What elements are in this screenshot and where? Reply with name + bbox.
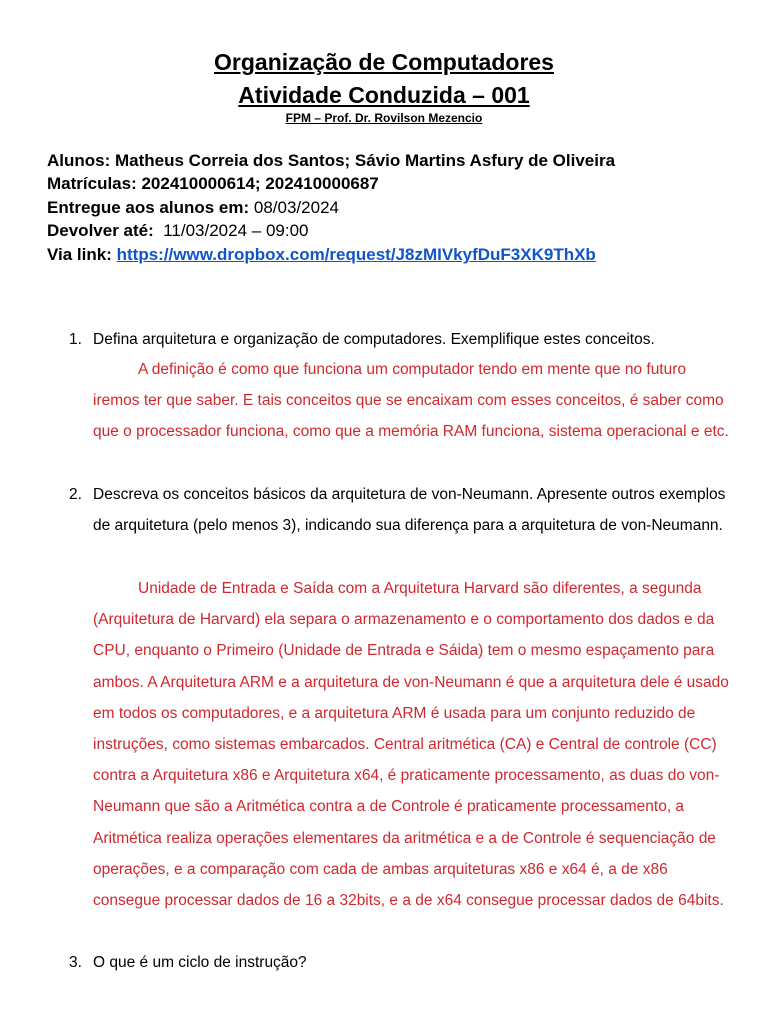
- registrations-text: Matrículas: 202410000614; 202410000687: [47, 174, 379, 193]
- question-1-number: 1.: [69, 331, 82, 348]
- link-label: Via link:: [47, 245, 117, 264]
- delivered-line: [47, 196, 747, 219]
- due-line: [47, 219, 747, 242]
- delivered-date: 08/03/2024: [249, 198, 339, 217]
- course-professor: FPM – Prof. Dr. Rovilson Mezencio: [285, 111, 483, 125]
- due-label: Devolver até:: [47, 221, 154, 240]
- document-subtitle-activity: Atividade Conduzida – 001: [238, 82, 530, 108]
- delivered-label: Entregue aos alunos em:: [47, 198, 250, 217]
- registrations-line: [47, 172, 747, 195]
- answer-1-text: A definição é como que funciona um computador tendo em mente que no futuro iremos ter que saber. E tais conceitos que se encaixam com esses conceitos, é saber como que o processador funciona, como que a memória RAM funciona, sistema operacional e etc.: [93, 361, 729, 441]
- link-line: [47, 243, 747, 266]
- due-date: 11/03/2024 – 09:00: [153, 221, 309, 240]
- question-2-text: Descreva os conceitos básicos da arquitetura de von-Neumann. Apresente outros exemplos de arquitetura (pelo menos 3), indicando sua diferença para a arquitetura de von-Neumann.: [93, 486, 726, 534]
- students-line: [47, 149, 747, 172]
- students-text: Alunos: Matheus Correia dos Santos; Sávio Martins Asfury de Oliveira: [47, 151, 616, 170]
- answer-2: [93, 573, 733, 916]
- question-3-text: O que é um ciclo de instrução?: [93, 954, 307, 971]
- question-3-number: 3.: [69, 954, 82, 971]
- question-1-text: Defina arquitetura e organização de computadores. Exemplifique estes conceitos.: [93, 331, 655, 348]
- document-title: Organização de Computadores: [214, 49, 554, 75]
- answer-2-text: Unidade de Entrada e Saída com a Arquitetura Harvard são diferentes, a segunda (Arquitetura de Harvard) ela separa o armazenamento e o comportamento dos dados e da CPU, enquanto o Primeiro (Unidade de Entrada e Sáida) tem o mesmo espaçamento para ambos. A Arquitetura ARM e a arquitetura de von-Neumann é que a arquitetura dele é usado em todos os computadores, e a arquitetura ARM é usada para um conjunto reduzido de instruções, como sistemas embarcados. Central aritmética (CA) e Central de controle (CC) contra a Arquitetura x86 e Arquitetura x64, é praticamente processamento, as duas do von-Neumann que são a Aritmética contra a de Controle é praticamente processamento, a Aritmética realiza operações elementares da aritmética e a de Controle é sequenciação de operações, e a comparação com cada de ambas arquiteturas x86 e x64 é, a de x86 consegue processar dados de 16 a 32bits, e a de x64 consegue processar dados de 64bits.: [93, 580, 729, 910]
- question-2-number: 2.: [69, 486, 82, 503]
- answer-1: [93, 354, 733, 448]
- dropbox-link[interactable]: https://www.dropbox.com/request/J8zMIVkyfDuF3XK9ThXb: [116, 245, 596, 264]
